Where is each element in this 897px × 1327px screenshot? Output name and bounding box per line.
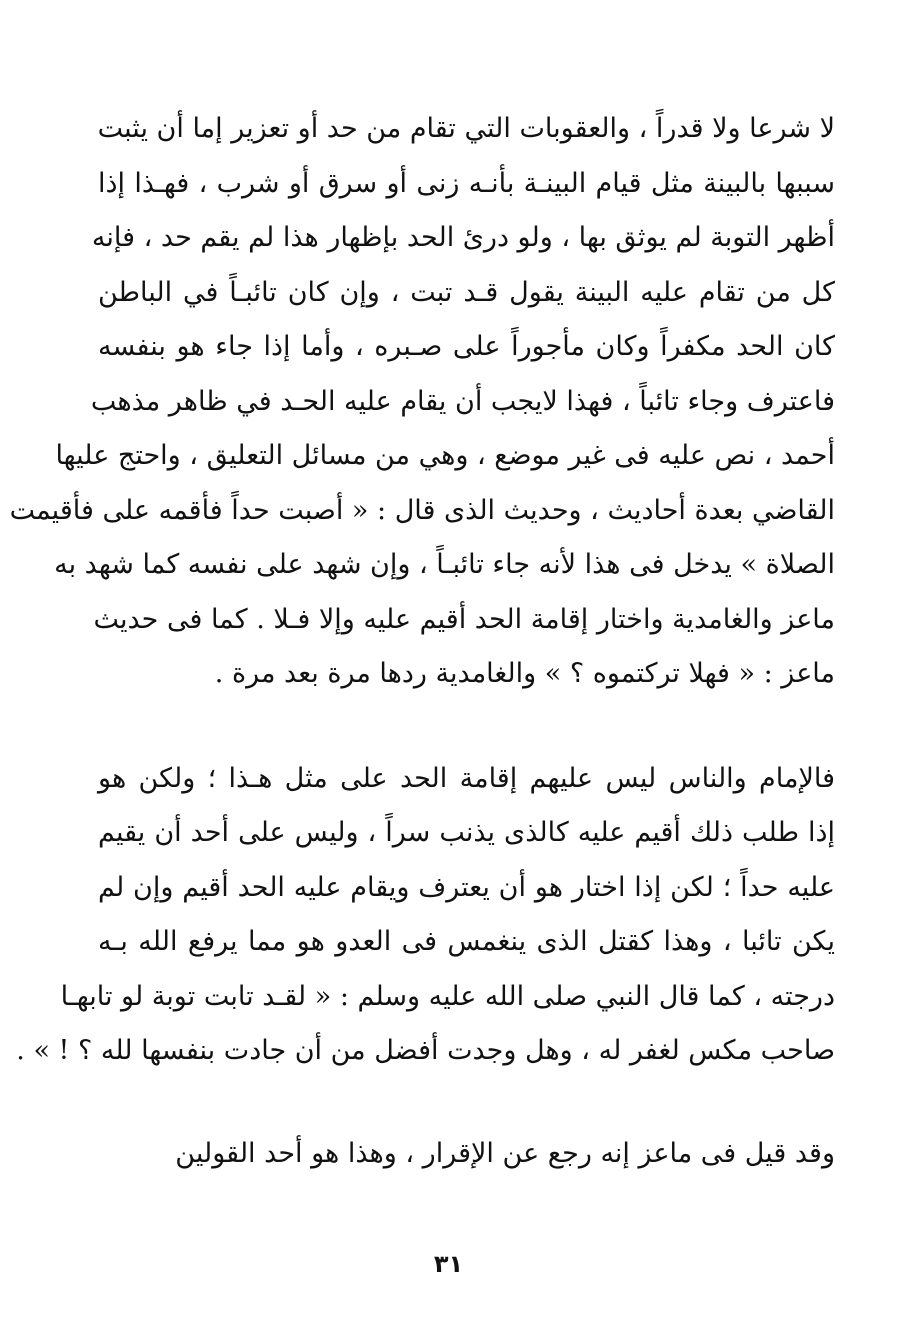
text-line: فاعترف وجاء تائباً ، فهذا لايجب أن يقام عليه الحـد في ظاهر مذهب	[90, 385, 835, 417]
text-line: عليه حداً ؛ لكن إذا اختار هو أن يعترف ويقام عليه الحد أقيم وإن لم	[98, 871, 835, 903]
text-line: الصلاة » يدخل فى هذا لأنه جاء تائبـاً ، وإن شهد على نفسه كما شهد به	[54, 549, 835, 580]
text-line: لا شرعا ولا قدراً ، والعقوبات التي تقام من حد أو تعزير إما أن يثبت	[97, 113, 835, 144]
text-line: سببها بالبينة مثل قيام البينـة بأنـه زنى أو سرق أو شرب ، فهـذا إذا	[98, 167, 835, 199]
text-line: ماعز : « فهلا تركتموه ؟ » والغامدية ردها مرة بعد مرة .	[214, 658, 835, 689]
text-line: إذا طلب ذلك أقيم عليه كالذى يذنب سراً ، وليس على أحد أن يقيم	[98, 817, 835, 848]
paragraph-2	[16, 752, 835, 1079]
text-line: يكن تائبا ، وهذا كقتل الذى ينغمس فى العدو هو مما يرفع الله بـه	[98, 926, 835, 957]
paragraph-1	[9, 102, 835, 702]
page-number: ٣١	[433, 1250, 464, 1278]
text-line: صاحب مكس لغفر له ، وهل وجدت أفضل من أن جادت بنفسها لله ؟ ! » .	[16, 1035, 835, 1066]
text-line: ماعز والغامدية واختار إقامة الحد أقيم عليه وإلا فـلا . كما فى حديث	[93, 603, 835, 635]
text-line: القاضي بعدة أحاديث ، وحديث الذى قال : « أصبت حداً فأقمه على فأقيمت	[9, 494, 835, 526]
paragraph-spacer	[98, 1079, 835, 1127]
text-line: وقد قيل فى ماعز إنه رجع عن الإقرار ، وهذا هو أحد القولين	[175, 1137, 835, 1169]
paragraph-3	[98, 1127, 835, 1182]
text-line: كل من تقام عليه البينة يقول قـد تبت ، وإن كان تائبـاً في الباطن	[98, 276, 835, 308]
text-line: درجته ، كما قال النبي صلى الله عليه وسلم : « لقـد تابت توبة لو تابهـا	[60, 980, 835, 1012]
text-line: كان الحد مكفراً وكان مأجوراً على صـبره ، وأما إذا جاء هو بنفسه	[98, 331, 835, 362]
paragraph-spacer	[98, 702, 835, 752]
text-line: أحمد ، نص عليه فى غير موضع ، وهي من مسائل التعليق ، واحتج عليها	[55, 440, 835, 471]
text-line: أظهر التوبة لم يوثق بها ، ولو درئ الحد بإظهار هذا لم يقم حد ، فإنه	[91, 222, 835, 253]
text-line: فالإمام والناس ليس عليهم إقامة الحد على مثل هـذا ؛ ولكن هو	[98, 762, 835, 794]
